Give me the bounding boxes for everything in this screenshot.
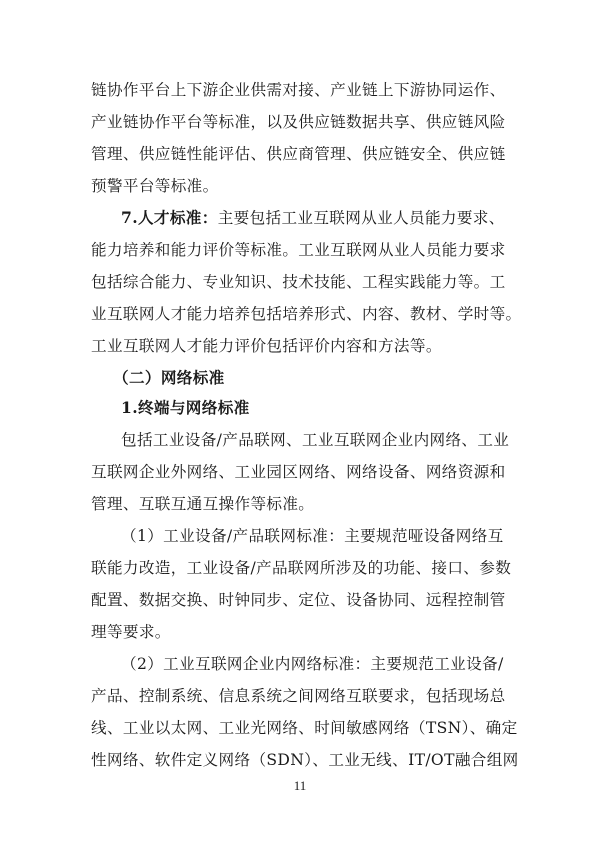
text-line: 管理、供应链性能评估、供应商管理、供应链安全、供应链	[91, 145, 506, 163]
text-line: 预警平台等标准。	[91, 177, 219, 195]
text-line: 业互联网人才能力培养包括培养形式、内容、教材、学时等。	[91, 305, 522, 323]
text-line: 链协作平台上下游企业供需对接、产业链上下游协同运作、	[91, 81, 506, 99]
text-line: 产品、控制系统、信息系统之间网络互联要求，包括现场总	[91, 687, 506, 705]
subsection-heading-terminal: 1.终端与网络标准	[121, 398, 250, 417]
text-line: （1）工业设备/产品联网标准：主要规范哑设备网络互	[121, 527, 504, 545]
text-line: 包括工业设备/产品联网、工业互联网企业内网络、工业	[121, 431, 510, 449]
text-line: 线、工业以太网、工业光网络、时间敏感网络（TSN）、确定	[91, 719, 518, 737]
text-line	[121, 208, 505, 228]
text-line: 包括综合能力、专业知识、技术技能、工程实践能力等。工	[91, 273, 506, 291]
talent-heading: 7.人才标准：	[121, 208, 218, 227]
text-line: 联能力改造，工业设备/产品联网所涉及的功能、接口、参数	[91, 559, 512, 577]
text-line: （2）工业互联网企业内网络标准：主要规范工业设备/	[121, 655, 504, 673]
text-line: 理等要求。	[91, 623, 171, 641]
page-number: 11	[293, 778, 307, 793]
text-line: 能力培养和能力评价等标准。工业互联网从业人员能力要求	[91, 241, 506, 259]
section-heading-network: （二）网络标准	[113, 368, 225, 387]
text-line: 产业链协作平台等标准，以及供应链数据共享、供应链风险	[91, 113, 506, 131]
talent-intro: 主要包括工业互联网从业人员能力要求、	[217, 209, 505, 227]
text-line: 性网络、软件定义网络（SDN）、工业无线、IT/OT融合组网	[91, 751, 519, 769]
text-line: 配置、数据交换、时钟同步、定位、设备协同、远程控制管	[91, 591, 506, 609]
text-line: 互联网企业外网络、工业园区网络、网络设备、网络资源和	[91, 463, 506, 481]
text-line: 管理、互联互通互操作等标准。	[91, 495, 315, 513]
text-line: 工业互联网人才能力评价包括评价内容和方法等。	[91, 337, 442, 355]
